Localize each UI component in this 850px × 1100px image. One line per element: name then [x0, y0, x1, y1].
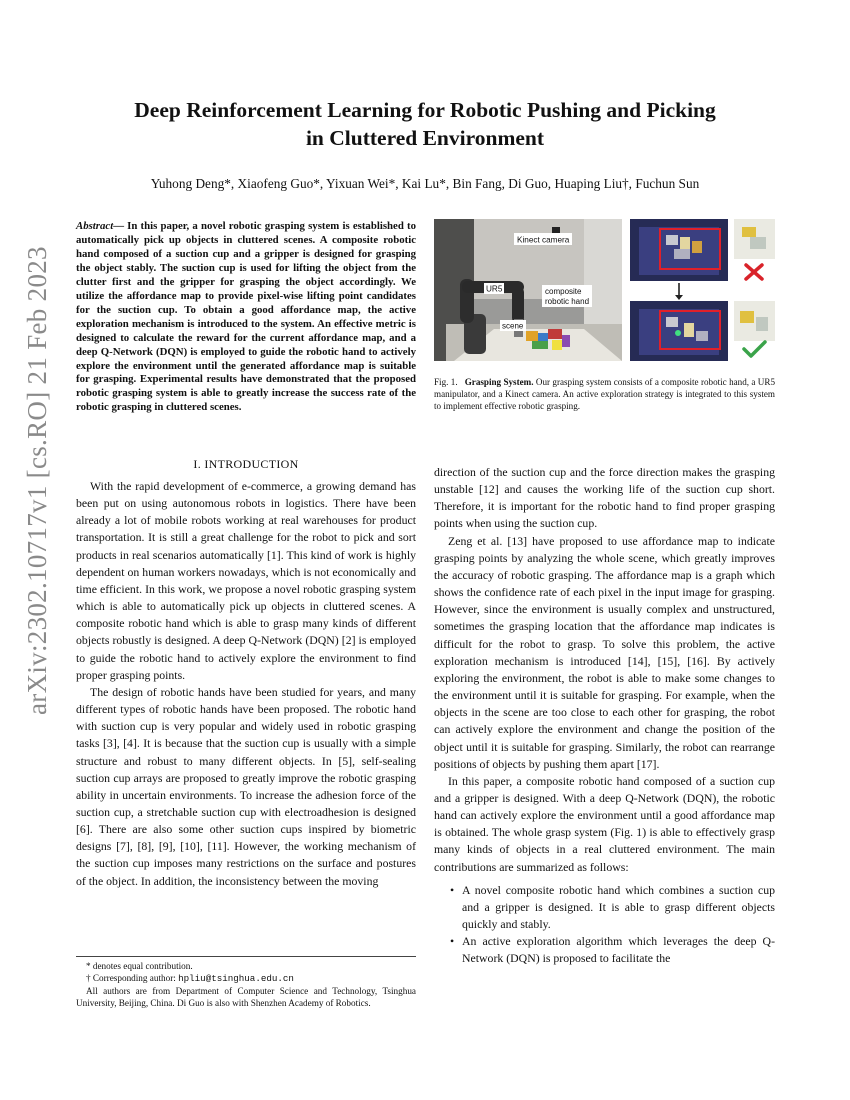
list-item: • An active exploration algorithm which leverages the deep Q-Network (DQN) is proposed to facilitate the — [434, 933, 775, 967]
contribution-list — [434, 882, 775, 968]
svg-text:robotic hand: robotic hand — [545, 297, 590, 306]
title-line-1: Deep Reinforcement Learning for Robotic Pushing and Picking — [134, 98, 716, 122]
abstract-text: — In this paper, a novel robotic grasping system is established to automatically pick up objects in cluttered scenes. A composite robotic hand composed of a suction cup and a gripper is designed for grasping the object stably. The suction cup is used for lifting the object from the clutter first and the gripper for grasping the object accordingly. We utilize the affordance map to provide pixel-wise lifting point candidates for the suction cup. To obtain a good affordance map, the active exploration mechanism is introduced to the system. An effective metric is designed to calculate the reward for the current affordance map, and a deep Q-Network (DQN) is employed to guide the robotic hand to actively explore the environment until the generated affordance map is suitable for grasping. Experimental results have demonstrated that the proposed robotic grasping system is able to greatly increase the success rate of the robotic grasping in cluttered scenes. — [76, 220, 416, 414]
figure-caption — [434, 376, 775, 412]
email-link[interactable]: hpliu@tsinghua.edu.cn — [178, 973, 294, 984]
label-ur5: UR5 — [486, 284, 503, 294]
intro-right-column — [434, 464, 775, 968]
title-line-2: in Cluttered Environment — [305, 126, 545, 150]
paper-title — [80, 96, 770, 152]
down-arrow-icon — [675, 283, 683, 300]
footnote-corresponding: † Corresponding author: hpliu@tsinghua.edu.cn — [86, 973, 294, 984]
arxiv-side-stamp — [18, 0, 68, 1100]
section-heading: I. INTRODUCTION — [193, 457, 299, 471]
label-hand: composite — [545, 287, 582, 296]
continued-paragraph: direction of the suction cup and the force direction makes the grasping unstable [12] and causes the working life of the suction cup short. Therefore, it is important for the robotic hand to find proper grasping points when using the suction cup. — [434, 465, 775, 531]
arxiv-id: arXiv:2302.10717v1 [cs.RO] 21 Feb 2023 — [22, 246, 52, 715]
check-icon — [744, 342, 765, 356]
abstract-label: Abstract — [76, 220, 114, 232]
footnotes — [76, 956, 416, 1009]
intro-paragraph-1: With the rapid development of e-commerce, a growing demand has been put on using autonomous robots in logistics. There have been already a lot of mobile robots working at real warehouses for product transportation. It is still a great challenge for the robot to pick and sort products in real scenarios automatically [1]. This kind of work is highly dependent on human workers nowadays, which is not economically and time efficient. In this work, we propose a novel robotic grasping system which is able to automatically pick up objects in cluttered scenes. A composite robotic hand which is able to grasp many kinds of different objects robustly is designed. A deep Q-Network (DQN) [2] is employed to guide the robotic hand to actively explore the environment to find proper grasping points. — [76, 479, 416, 682]
list-item: • A novel composite robotic hand which combines a suction cup and a gripper is designed. It is able to grasp different objects quickly and stably. — [434, 882, 775, 933]
caption-text: Our grasping system consists of a composite robotic hand, a UR5 manipulator, and a Kinect camera. An active exploration strategy is integrated to this system to implement effective robotic grasping. — [434, 377, 775, 412]
intro-paragraph-4: In this paper, a composite robotic hand composed of a suction cup and a gripper is designed. With a deep Q-Network (DQN), the robotic hand can actively explore the environment until a good affordance map is obtained. The whole grasp system (Fig. 1) is able to effectively grasp many kinds of objects in a real cluttered environment. The main contributions are summarized as follows: — [434, 773, 775, 874]
abstract — [76, 220, 416, 415]
grasping-system-figure — [434, 219, 775, 361]
intro-paragraph-3: Zeng et al. [13] have proposed to use affordance map to indicate grasping points by analyzing the whole scene, which greatly improves the accuracy of robotic grasping. The affordance map is a graph which shows the confidence rate of each pixel in the input image for grasping. However, since the environment is usually complex and unstructured, sometimes the grasping location that the affordance map indicates is difficult for the robot to grasp. To solve this problem, the active exploration mechanism is introduced [14], [15], [16]. By actively exploring the environment, the robot is able to make some changes to the environment until it is suitable for grasping. For example, when the objects in the scene are too close to each other for grasping, the robot can actively explore the environment and change the position of the object until it is suitable for grasping. Similarly, the robot can rearrange positions of objects by pushing them apart [17]. — [434, 533, 775, 771]
footnote-equal-contribution: * denotes equal contribution. — [86, 961, 193, 971]
intro-paragraph-2: The design of robotic hands have been studied for years, and many different types of robotic hands have been proposed. The robotic hand with suction cup is very popular and widely used in robotic grasping tasks [3], [4]. It is because that the suction cup is usually with a simple structure and robust to many different objects. In [5], self-sealing suction cup arrays are proposed to greatly improve the robotic grasping ability in uncertain environments. To increase the adhesion force of the suction cup, a stretchable suction cup with electroadhesion is designed [6]. There are also some other suction cups inspired by biometric designs [7], [8], [9], [10], [11]. However, the working mechanism of the suction cup imposes many restrictions on the surface and postures of the object. In addition, the inconsistency between the moving — [76, 684, 416, 888]
caption-title: Grasping System. — [464, 377, 534, 387]
footnote-affiliation: All authors are from Department of Computer Science and Technology, Tsinghua University, Beijing, China. Di Guo is also with Shenzhen Academy of Robotics. — [76, 986, 416, 1008]
label-scene: scene — [502, 321, 524, 331]
author-list: Yuhong Deng*, Xiaofeng Guo*, Yixuan Wei*, Kai Lu*, Bin Fang, Di Guo, Huaping Liu†, Fuchun Sun — [150, 176, 700, 191]
caption-number: Fig. 1. — [434, 377, 458, 387]
figure-1 — [434, 219, 775, 361]
cross-icon — [746, 265, 762, 279]
robot-photo — [434, 219, 622, 361]
label-kinect: Kinect camera — [517, 235, 570, 245]
intro-left-column — [76, 478, 416, 890]
